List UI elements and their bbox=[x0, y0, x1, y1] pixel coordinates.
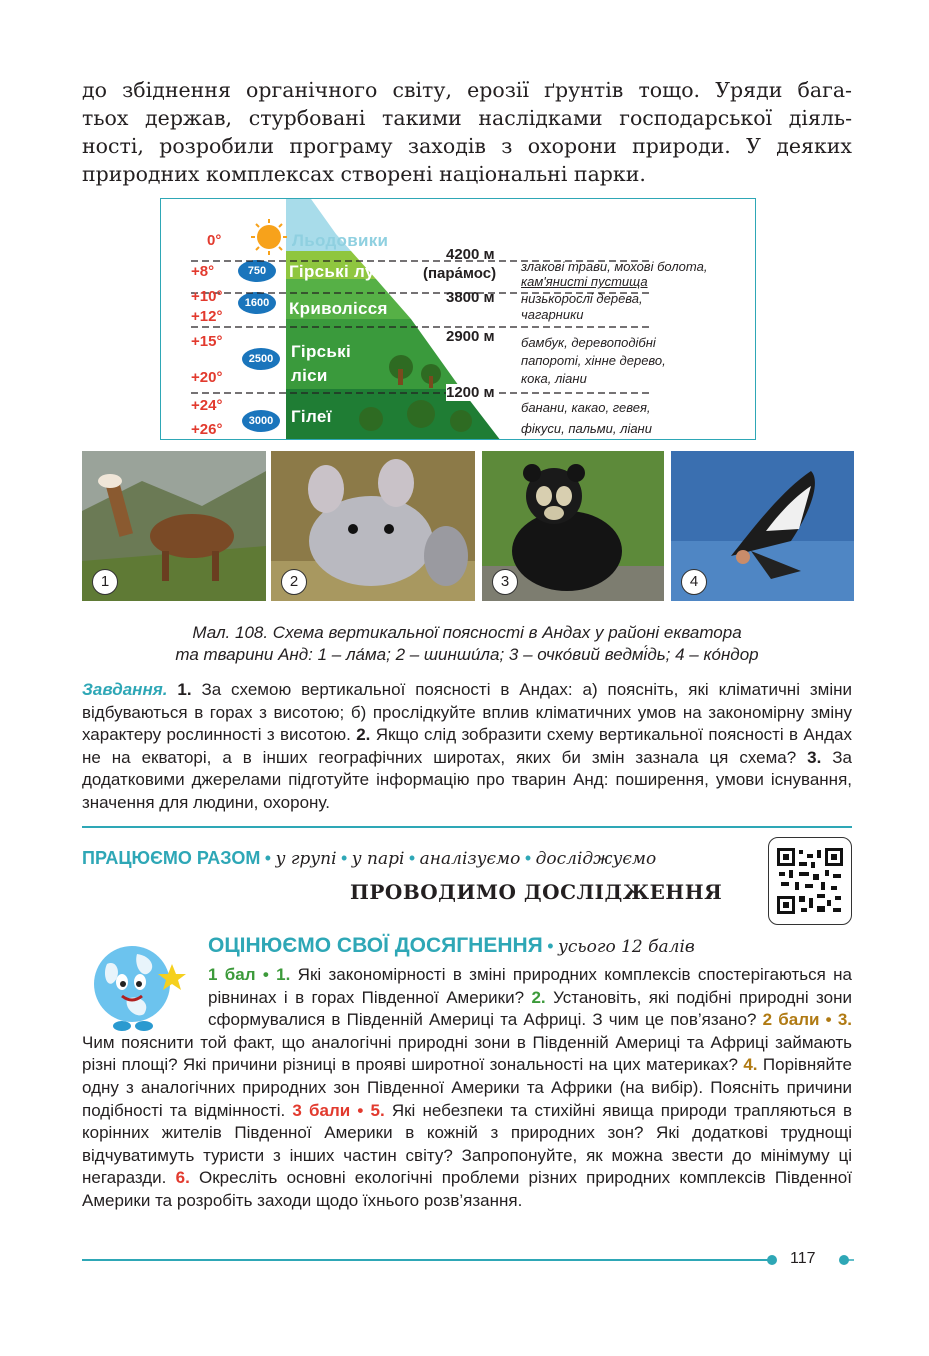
assessment-title: ОЦІНЮЄМО СВОЇ ДОСЯГНЕННЯ bbox=[208, 934, 543, 957]
temp-label: +26° bbox=[191, 421, 223, 438]
vegetation-label: банани, какао, гевея, bbox=[521, 400, 651, 415]
assessment-text bbox=[82, 964, 852, 1213]
intro-line: ності, розробили програму заходів з охорони природи. У деяких bbox=[82, 134, 852, 158]
vegetation-label: папороті, хінне дерево, bbox=[521, 353, 666, 368]
task-text: Якщо слід зобразити схему вертикальної поясності в Андах не на екваторі, а в інших географічних широтах, яких би змін зазнала ця схема? bbox=[82, 725, 852, 767]
intro-paragraph bbox=[82, 76, 852, 188]
qr-code-icon bbox=[777, 848, 843, 914]
vegetation-label: чагарники bbox=[521, 307, 584, 322]
rainfall-label: 750 bbox=[247, 265, 267, 277]
task-number: 2. bbox=[356, 725, 371, 744]
intro-line: природних комплексах створені національні парки. bbox=[82, 162, 646, 186]
work-mode: аналізуємо bbox=[419, 849, 521, 869]
chinchilla-photo bbox=[271, 451, 475, 601]
photo-number: 1 bbox=[92, 569, 118, 595]
vegetation-label: фікуси, пальми, ліани bbox=[521, 421, 652, 436]
vegetation-label: низькорослі дерева, bbox=[521, 291, 643, 306]
question-text: Порівняйте одну з аналогічних природних зон Південної Америки та Африки (на вибір). Поясніть причини подібності та відмінності. bbox=[82, 1055, 852, 1120]
footer-rule bbox=[82, 1259, 772, 1261]
points-label: 2 бали • 3. bbox=[762, 1010, 853, 1030]
section-divider bbox=[82, 826, 852, 828]
condor-photo bbox=[671, 451, 854, 601]
temp-label: 0° bbox=[207, 232, 222, 249]
altitude-label: 2900 м bbox=[446, 328, 495, 345]
zone-label: ліси bbox=[291, 366, 328, 385]
question-text: Установіть, які подібні природні зони сформувалися в Південній Америці та Африці. З чим це пов’язано? bbox=[208, 987, 852, 1030]
work-mode: досліджуємо bbox=[535, 849, 657, 869]
spectacled-bear-photo bbox=[482, 451, 664, 601]
question-text: Чим пояснити той факт, що аналогічні природні зони в Південній Америці та Африці займають різні площі? Які причини різниці в прояві широтної зональності на цих материках? bbox=[82, 1032, 852, 1075]
task-block bbox=[82, 679, 852, 814]
task-number: 3. bbox=[807, 747, 822, 767]
zone-label: Криволісся bbox=[289, 299, 388, 318]
question-text: Які закономірності в зміні природних комплексів спостерігаються на рівнинах і в горах Південної Америки? bbox=[208, 965, 852, 1007]
question-text: Які небезпеки та стихійні явища природи трапляються в корінних жителів Південної Америки в кожній з природних зон? Які додаткові труднощі відчуватимуть туристи з інших частин світу? Запропонуйте, як можна звести до мінімуму ці негаразди. bbox=[82, 1100, 852, 1188]
task-text: За схемою вертикальної поясності в Андах: а) поясніть, які кліматичні зміни відбуваються в горах з висотою; б) прослідкуйте вплив кліматичних умов на закономірну зміну характеру рослинності з висотою. bbox=[82, 680, 852, 744]
rainfall-label: 3000 bbox=[248, 415, 274, 427]
vegetation-label: бамбук, деревоподібні bbox=[521, 335, 656, 350]
temp-label: +20° bbox=[191, 369, 223, 386]
points-label: 3 бали • 5. bbox=[292, 1100, 385, 1120]
points-label: 1 бал • 1. bbox=[208, 965, 291, 984]
intro-line: тьох держав, стурбовані такими наслідками господарської діяль- bbox=[82, 106, 852, 130]
altitude-label: 4200 м bbox=[446, 246, 495, 263]
assessment-total: усього 12 балів bbox=[557, 937, 695, 957]
andes-zonation-diagram bbox=[160, 198, 756, 440]
work-together-heading: ПРАЦЮЄМО РАЗОМ • у групі • у парі • аналізуємо • досліджуємо bbox=[82, 848, 657, 869]
temp-label: +15° bbox=[191, 333, 223, 350]
research-heading: ПРОВОДИМО ДОСЛІДЖЕННЯ bbox=[350, 880, 723, 904]
photo-number: 4 bbox=[681, 569, 707, 595]
vegetation-label: злакові трави, мохові болота, bbox=[521, 259, 708, 274]
rainfall-label: 2500 bbox=[248, 353, 274, 365]
page-number: 117 bbox=[790, 1250, 816, 1267]
work-mode: у парі bbox=[351, 849, 405, 869]
question-number: 4. bbox=[743, 1055, 758, 1075]
zone-label: Льодовики bbox=[292, 231, 389, 250]
temp-label: +10° bbox=[191, 288, 223, 305]
vegetation-label: кока, ліани bbox=[521, 371, 587, 386]
rainfall-label: 1600 bbox=[244, 297, 270, 309]
altitude-label: 3800 м bbox=[446, 289, 495, 306]
intro-line: до збіднення органічного світу, ерозії ґрунтів тощо. Уряди бага- bbox=[82, 78, 852, 102]
zone-label: Гірські bbox=[291, 342, 351, 361]
mountain-illustration bbox=[161, 199, 756, 440]
question-number: 6. bbox=[175, 1168, 190, 1188]
temp-label: +12° bbox=[191, 308, 223, 325]
work-mode: у групі bbox=[275, 849, 337, 869]
assessment-heading: ОЦІНЮЄМО СВОЇ ДОСЯГНЕННЯ • усього 12 балів bbox=[208, 934, 695, 957]
photo-number: 2 bbox=[281, 569, 307, 595]
temp-label: +24° bbox=[191, 397, 223, 414]
temp-label: +8° bbox=[191, 263, 215, 280]
caption-line: та тварини Анд: 1 – ла́ма; 2 – шинши́ла; 3 – очко́вий ведмі́дь; 4 – ко́ндор bbox=[175, 645, 759, 664]
task-text: За додатковими джерелами підготуйте інформацію про тварин Анд: поширення, умови існування, значення для людини, охорону. bbox=[82, 747, 853, 812]
llama-photo bbox=[82, 451, 266, 601]
work-together-title: ПРАЦЮЄМО РАЗОМ bbox=[82, 848, 261, 868]
sun-icon bbox=[251, 219, 287, 255]
figure-caption bbox=[82, 622, 852, 666]
altitude-label: 1200 м bbox=[446, 384, 495, 401]
vegetation-label: кам'янисті пустища bbox=[521, 274, 648, 289]
qr-code[interactable] bbox=[768, 837, 852, 925]
photo-number: 3 bbox=[492, 569, 518, 595]
task-label: Завдання. bbox=[82, 680, 168, 699]
zone-label: Гірські луки bbox=[289, 262, 395, 281]
question-text: Окресліть основні екологічні проблеми різних природних комплексів Південної Америки та розробіть заходи щодо їхнього розв’язання. bbox=[82, 1168, 852, 1210]
altitude-label: (пара́мос) bbox=[423, 265, 497, 282]
zone-label: Гілеї bbox=[291, 407, 332, 426]
caption-line: Мал. 108. Схема вертикальної поясності в Андах у районі екватора bbox=[192, 623, 742, 642]
question-number: 2. bbox=[531, 987, 546, 1007]
task-number: 1. bbox=[177, 680, 192, 699]
